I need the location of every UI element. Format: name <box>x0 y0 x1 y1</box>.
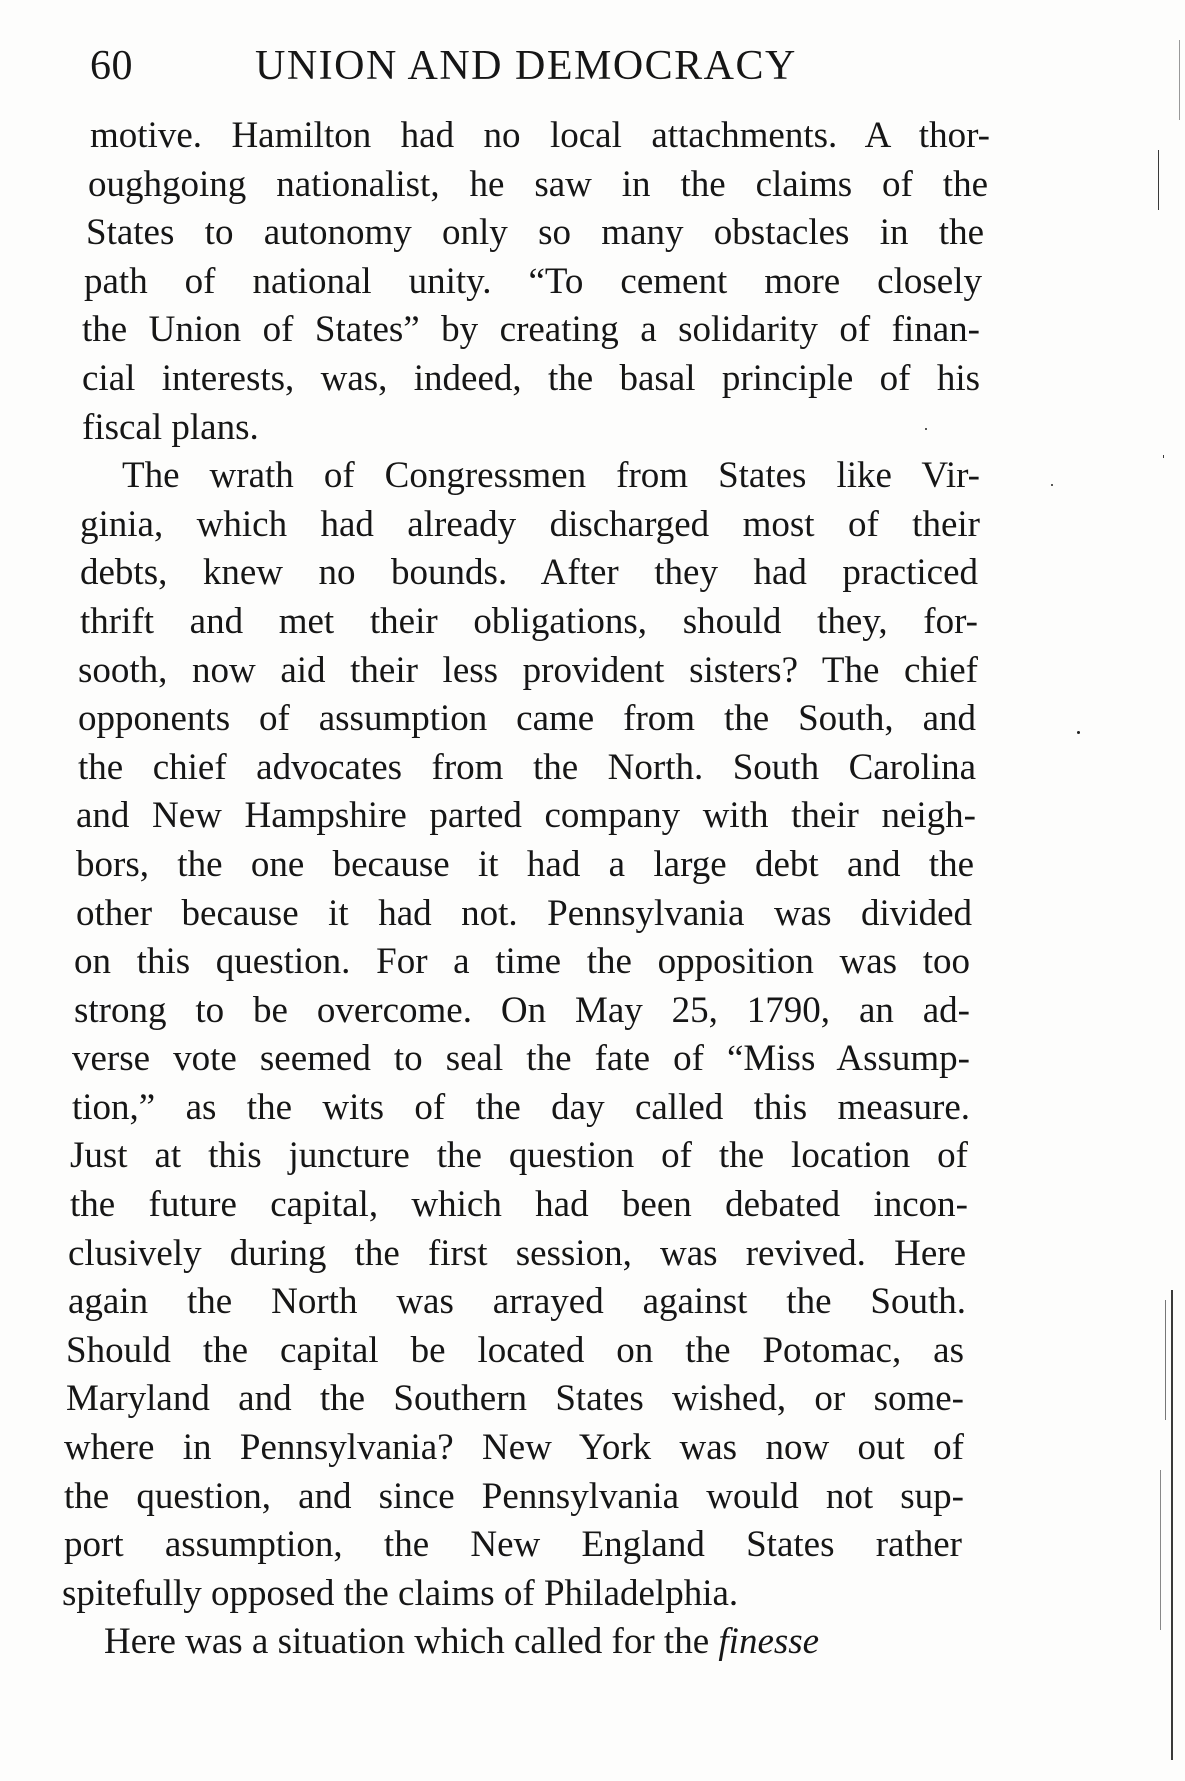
text-line: tion,” as the wits of the day called this measure. <box>72 1086 970 1128</box>
text-line: clusively during the first session, was revived. Here <box>68 1232 966 1274</box>
running-head <box>90 38 890 94</box>
text-line: debts, knew no bounds. After they had practiced <box>80 552 978 594</box>
paragraph-start-line <box>104 1618 962 1667</box>
text-line: thrift and met their obligations, should they, for- <box>80 600 978 642</box>
text-line: States to autonomy only so many obstacles in the <box>86 212 984 254</box>
scan-speck <box>1077 731 1080 734</box>
text-line: on this question. For a time the opposition was too <box>74 941 970 983</box>
paragraph-start-line: The wrath of Congressmen from States like Vir- <box>122 455 980 497</box>
text-line: Just at this juncture the question of the location of <box>70 1135 968 1177</box>
text-line: sooth, now aid their less provident sisters? The chief <box>78 649 978 691</box>
text-line: strong to be overcome. On May 25, 1790, an ad- <box>74 989 970 1031</box>
scan-speck <box>925 428 927 430</box>
text-line: motive. Hamilton had no local attachments. A thor- <box>90 115 990 156</box>
book-title: UNION AND DEMOCRACY <box>255 43 797 89</box>
text-line: the future capital, which had been debated incon- <box>70 1184 968 1226</box>
text-line: the chief advocates from the North. South Carolina <box>78 746 976 788</box>
text-line-content: Here was a situation which called for the <box>104 1621 710 1663</box>
text-line: Maryland and the Southern States wished, or some- <box>66 1378 964 1420</box>
scan-edge-mark <box>1179 40 1180 120</box>
text-line: fiscal plans. <box>82 406 259 448</box>
scan-edge-mark <box>1163 455 1164 458</box>
text-line: again the North was arrayed against the South. <box>68 1281 966 1323</box>
text-line: Should the capital be located on the Potomac, as <box>66 1329 964 1371</box>
scan-speck <box>1051 484 1053 486</box>
text-line: spitefully opposed the claims of Philadelphia. <box>62 1572 739 1614</box>
text-line: ginia, which had already discharged most of their <box>80 503 980 545</box>
body-text <box>60 112 1060 1667</box>
text-line: verse vote seemed to seal the fate of “Miss Assump- <box>72 1038 970 1080</box>
text-line: and New Hampshire parted company with their neigh- <box>76 795 976 837</box>
text-line: opponents of assumption came from the South, and <box>78 698 976 740</box>
text-line: the Union of States” by creating a solidarity of finan- <box>82 309 980 351</box>
italic-word: finesse <box>718 1621 820 1663</box>
text-line: the question, and since Pennsylvania would not sup- <box>64 1475 964 1517</box>
text-line: oughgoing nationalist, he saw in the claims of the <box>88 163 988 205</box>
page-number: 60 <box>90 43 133 89</box>
scan-edge-mark <box>1158 150 1159 210</box>
text-line: bors, the one because it had a large debt and the <box>76 843 974 885</box>
text-line: where in Pennsylvania? New York was now out of <box>64 1427 964 1469</box>
text-line: other because it had not. Pennsylvania was divided <box>76 892 972 934</box>
text-line: path of national unity. “To cement more closely <box>84 260 982 302</box>
text-line: port assumption, the New England States rather <box>64 1524 962 1566</box>
text-line: cial interests, was, indeed, the basal principle of his <box>82 357 980 399</box>
scan-edge-mark <box>1165 1300 1166 1420</box>
scan-edge-mark <box>1171 1290 1173 1760</box>
scan-edge-mark <box>1160 1470 1161 1630</box>
